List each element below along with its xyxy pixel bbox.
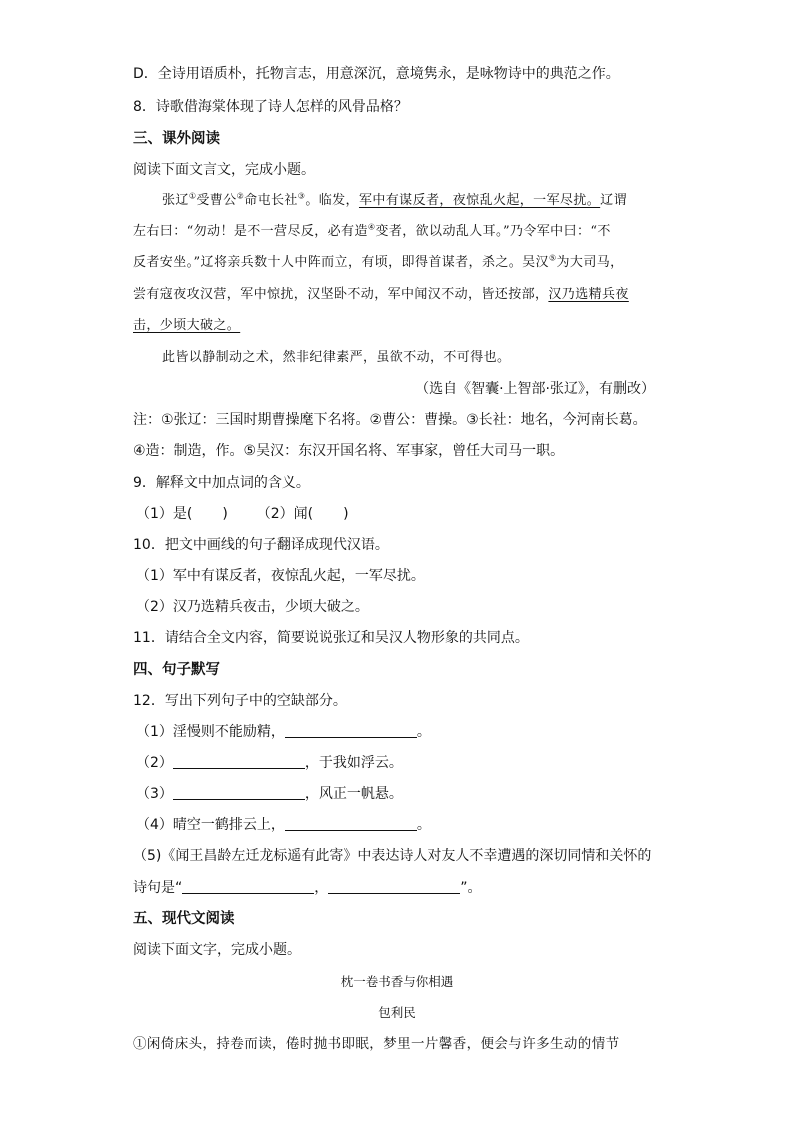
note-marker-1: ① — [188, 191, 197, 201]
note-marker-3: ③ — [297, 191, 306, 201]
question-8: 8．诗歌借海棠体现了诗人怎样的风骨品格？ — [133, 99, 408, 115]
section-3-title: 三、课外阅读 — [133, 131, 220, 147]
passage-source: （选自《智囊·上智部·张辽》，有删改） — [415, 381, 655, 397]
passage-line-6: 此皆以静制动之术，然非纪律素严，虽欲不动，不可得也。 — [162, 350, 511, 365]
section-5-intro: 阅读下面文字，完成小题。 — [133, 942, 301, 958]
fill-item-5-line-1: （5)《闻王昌龄左迁龙标遥有此寄》中表达诗人对友人不幸遭遇的深切同情和关怀的 — [133, 848, 652, 864]
section-3-intro: 阅读下面文言文，完成小题。 — [133, 162, 315, 178]
fill-item-2: （2） ，于我如浮云。 — [136, 755, 403, 771]
fill-item-1: （1）淫慢则不能励精， 。 — [136, 724, 431, 740]
passage-line-5 — [133, 316, 240, 336]
passage-line-3: 反者安坐。”辽将亲兵数十人中阵而立，有顷，即得首谋者，杀之。吴汉⑤为大司马， — [133, 253, 624, 270]
question-9: 9．解释文中加点词的含义。 — [133, 475, 310, 491]
question-10-item-2: （2）汉乃选精兵夜击，少顷大破之。 — [136, 599, 369, 615]
section-5-title: 五、现代文阅读 — [133, 911, 235, 927]
fill-item-5-line-2: 诗句是“ ， ”。 — [133, 880, 482, 896]
note-marker-2: ② — [236, 191, 245, 201]
fill-blank[interactable] — [173, 785, 305, 800]
article-author: 包利民 — [378, 1005, 416, 1020]
article-paragraph-1: ①闲倚床头，持卷而读，倦时抛书即眠，梦里一片馨香，便会与许多生动的情节 — [133, 1036, 620, 1052]
underlined-sentence-2a: 汉乃选精兵夜 — [548, 287, 629, 302]
note-marker-5: ⑤ — [548, 253, 557, 263]
notes-line-1: 注：①张辽：三国时期曹操麾下名将。②曹公：曹操。③长社：地名，今河南长葛。 — [133, 412, 647, 428]
fill-blank[interactable] — [328, 879, 460, 894]
underlined-sentence-1: 军中有谋反者，夜惊乱火起，一军尽扰。 — [358, 193, 601, 208]
passage-line-1: 张辽①受曹公②命屯长社③。临发，军中有谋反者，夜惊乱火起，一军尽扰。辽谓 — [162, 191, 627, 208]
fill-blank[interactable] — [182, 879, 314, 894]
fill-item-3: （3） ，风正一帆悬。 — [136, 786, 403, 802]
fill-blank[interactable] — [285, 816, 417, 831]
question-10: 10．把文中画线的句子翻译成现代汉语。 — [133, 537, 389, 553]
section-4-title: 四、句子默写 — [133, 662, 220, 678]
q7-option-d: D．全诗用语质朴，托物言志，用意深沉，意境隽永，是咏物诗中的典范之作。 — [133, 66, 620, 82]
fill-item-4: （4）晴空一鹤排云上， 。 — [136, 817, 431, 833]
article-title: 枕一卷书香与你相遇 — [340, 974, 454, 989]
question-9-items: （1）是( ) （2）闻( ) — [136, 506, 349, 522]
passage-line-4: 尝有寇夜攻汉营，军中惊扰，汉坚卧不动，军中闻汉不动，皆还按部，汉乃选精兵夜 — [133, 287, 629, 302]
fill-blank[interactable] — [285, 723, 417, 738]
fill-blank[interactable] — [173, 754, 305, 769]
question-10-item-1: （1）军中有谋反者，夜惊乱火起，一军尽扰。 — [136, 568, 425, 584]
question-12: 12．写出下列句子中的空缺部分。 — [133, 693, 347, 709]
underlined-sentence-2b: 击，少顷大破之。 — [133, 318, 241, 333]
note-marker-4: ④ — [367, 222, 376, 232]
question-11: 11．请结合全文内容，简要说说张辽和吴汉人物形象的共同点。 — [133, 630, 529, 646]
notes-line-2: ④造：制造，作。⑤吴汉：东汉开国名将、军事家，曾任大司马一职。 — [133, 443, 565, 459]
passage-line-2: 左右曰：“勿动！是不一营尽反，必有造④变者，欲以动乱人耳。”乃令军中曰：“不 — [133, 222, 611, 239]
